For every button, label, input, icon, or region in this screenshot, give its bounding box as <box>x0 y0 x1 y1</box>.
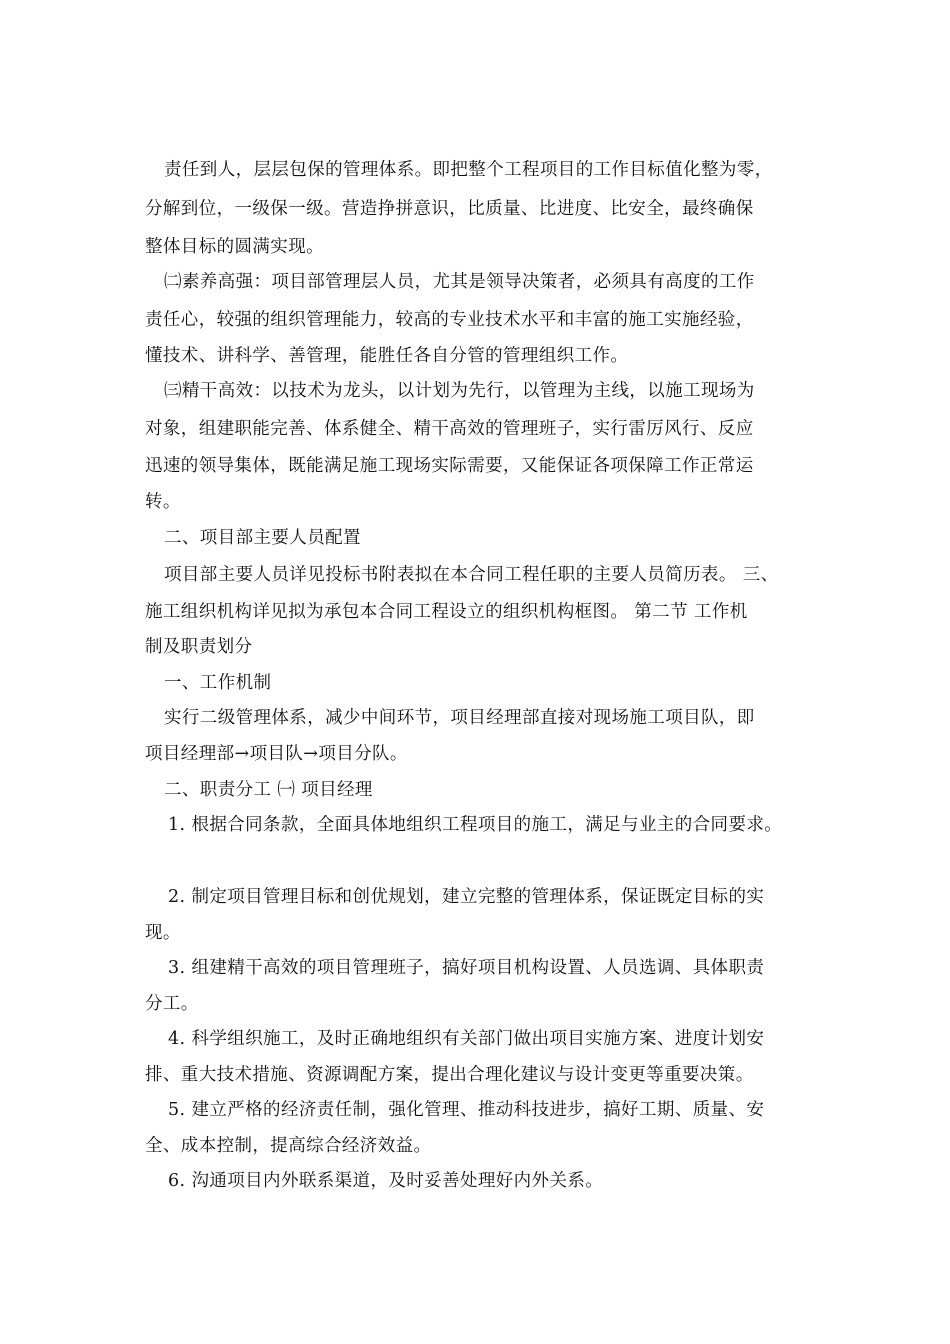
list-item: 4. 科学组织施工，及时正确地组织有关部门做出项目实施方案、进度计划安 <box>168 1029 765 1049</box>
section-heading: 一、工作机制 <box>164 673 272 693</box>
section-heading: 二、职责分工 ㈠ 项目经理 <box>164 780 373 800</box>
section-heading: 二、项目部主要人员配置 <box>164 528 361 548</box>
list-item: 5. 建立严格的经济责任制，强化管理、推动科技进步，搞好工期、质量、安 <box>168 1100 765 1120</box>
paragraph-line: 制及职责划分 <box>145 637 253 657</box>
list-item: 1. 根据合同条款，全面具体地组织工程项目的施工，满足与业主的合同要求。 <box>168 815 783 835</box>
list-item: 3. 组建精干高效的项目管理班子，搞好项目机构设置、人员选调、具体职责 <box>168 958 765 978</box>
paragraph-line: 分工。 <box>145 994 199 1014</box>
paragraph-line: 分解到位，一级保一级。营造挣拼意识，比质量、比进度、比安全，最终确保 <box>145 199 754 219</box>
paragraph-line: 全、成本控制，提高综合经济效益。 <box>145 1136 432 1156</box>
paragraph-line: 转。 <box>145 492 181 512</box>
paragraph-line: ㈢精干高效：以技术为龙头，以计划为先行，以管理为主线，以施工现场为 <box>164 381 755 401</box>
paragraph-line: 责任心，较强的组织管理能力，较高的专业技术水平和丰富的施工实施经验， <box>145 310 754 330</box>
paragraph-line: 排、重大技术措施、资源调配方案，提出合理化建议与设计变更等重要决策。 <box>145 1065 754 1085</box>
paragraph-line: 懂技术、讲科学、善管理，能胜任各自分管的管理组织工作。 <box>145 346 629 366</box>
paragraph-line: 责任到人，层层包保的管理体系。即把整个工程项目的工作目标值化整为零， <box>164 160 773 180</box>
paragraph-line: 项目部主要人员详见投标书附表拟在本合同工程任职的主要人员简历表。 三、 <box>164 565 779 585</box>
list-item: 2. 制定项目管理目标和创优规划，建立完整的管理体系，保证既定目标的实 <box>168 887 765 907</box>
paragraph-line: 施工组织机构详见拟为承包本合同工程设立的组织机构框图。 第二节 工作机 <box>145 602 748 622</box>
paragraph-line: 对象，组建职能完善、体系健全、精干高效的管理班子，实行雷厉风行、反应 <box>145 419 754 439</box>
paragraph-line: 项目经理部→项目队→项目分队。 <box>145 744 408 764</box>
list-item: 6. 沟通项目内外联系渠道，及时妥善处理好内外关系。 <box>168 1171 604 1191</box>
paragraph-line: 迅速的领导集体，既能满足施工现场实际需要，又能保证各项保障工作正常运 <box>145 456 754 476</box>
paragraph-line: 实行二级管理体系，减少中间环节，项目经理部直接对现场施工项目队，即 <box>164 708 755 728</box>
paragraph-line: ㈡素养高强：项目部管理层人员，尤其是领导决策者，必须具有高度的工作 <box>164 272 755 292</box>
paragraph-line: 整体目标的圆满实现。 <box>145 237 324 257</box>
paragraph-line: 现。 <box>145 923 181 943</box>
